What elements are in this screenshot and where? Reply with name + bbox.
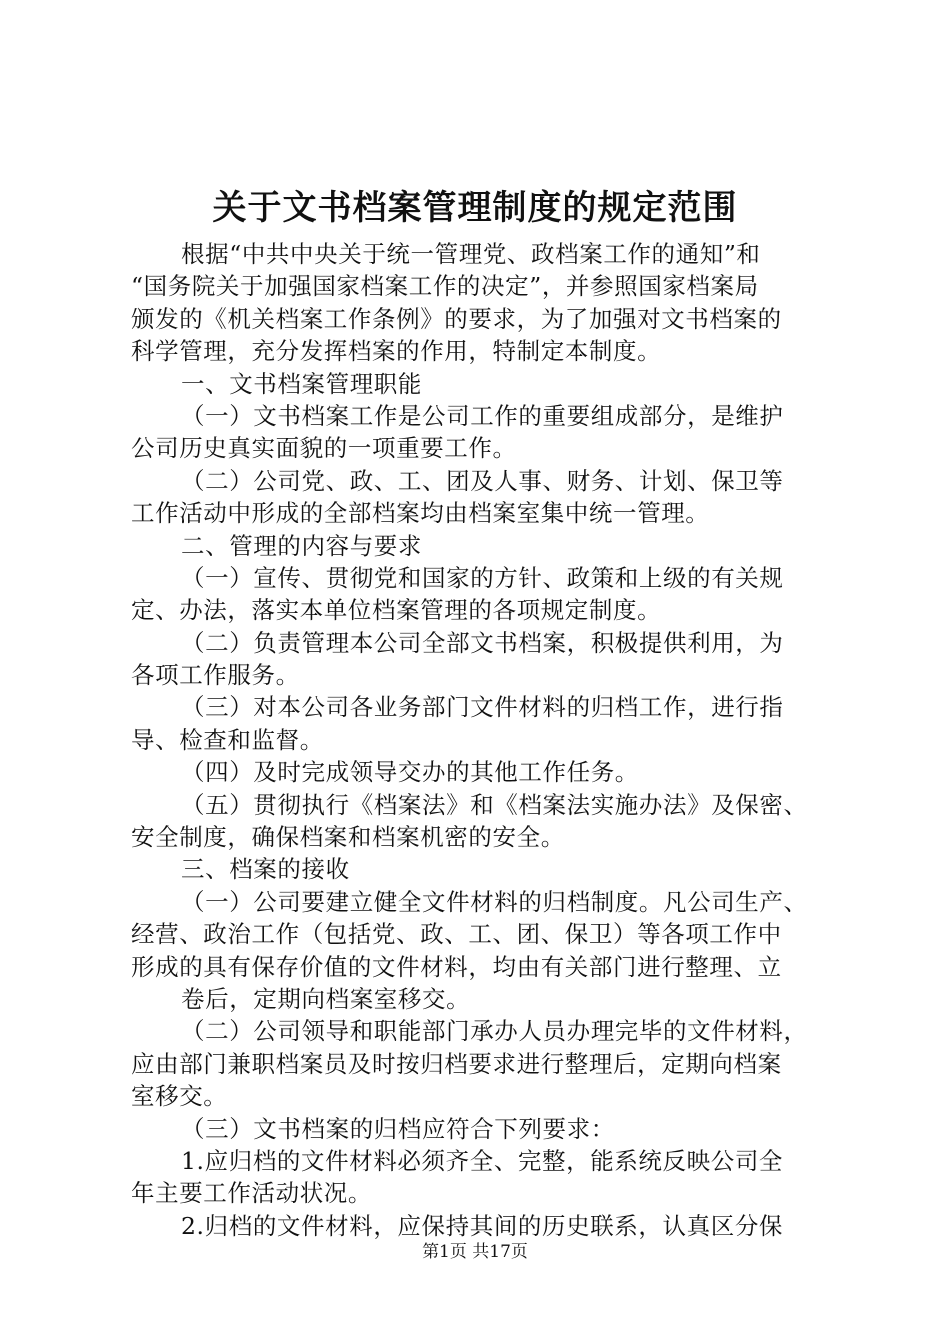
paragraph-line: （二）负责管理本公司全部文书档案，积极提供利用，为 <box>181 628 784 657</box>
paragraph-line: 科学管理，充分发挥档案的作用，特制定本制度。 <box>131 337 662 366</box>
paragraph-line: （三）文书档案的归档应符合下列要求： <box>181 1114 615 1143</box>
paragraph-line: 各项工作服务。 <box>131 661 300 690</box>
paragraph-line: 卷后，定期向档案室移交。 <box>181 984 471 1013</box>
paragraph-line: 形成的具有保存价值的文件材料，均由有关部门进行整理、立 <box>131 952 782 981</box>
section-heading: 一、文书档案管理职能 <box>181 369 422 398</box>
paragraph-line: 颁发的《机关档案工作条例》的要求，为了加强对文书档案的 <box>131 304 782 333</box>
paragraph-line: （二）公司党、政、工、团及人事、财务、计划、保卫等 <box>181 466 784 495</box>
document-body <box>131 238 831 1242</box>
paragraph-line: 工作活动中形成的全部档案均由档案室集中统一管理。 <box>131 499 710 528</box>
paragraph-line: 定、办法，落实本单位档案管理的各项规定制度。 <box>131 596 662 625</box>
section-heading: 三、档案的接收 <box>181 855 350 884</box>
paragraph-line: 经营、政治工作（包括党、政、工、团、保卫）等各项工作中 <box>131 920 782 949</box>
paragraph-line: 1.应归档的文件材料必须齐全、完整，能系统反映公司全 <box>181 1146 784 1175</box>
paragraph-line: （一）文书档案工作是公司工作的重要组成部分，是维护 <box>181 401 784 430</box>
paragraph-line: 年主要工作活动状况。 <box>131 1179 372 1208</box>
paragraph-line: 公司历史真实面貌的一项重要工作。 <box>131 434 517 463</box>
paragraph-line: 2.归档的文件材料，应保持其间的历史联系，认真区分保 <box>181 1211 784 1240</box>
section-heading: 二、管理的内容与要求 <box>181 531 422 560</box>
paragraph-line: （三）对本公司各业务部门文件材料的归档工作，进行指 <box>181 693 784 722</box>
paragraph-line: （四）及时完成领导交办的其他工作任务。 <box>181 758 639 787</box>
page-footer: 第1页 共17页 <box>422 1242 528 1262</box>
paragraph-line: 导、检查和监督。 <box>131 725 324 754</box>
paragraph-line: （一）公司要建立健全文件材料的归档制度。凡公司生产、 <box>181 887 808 916</box>
paragraph-line: 根据“中共中央关于统一管理党、政档案工作的通知”和 <box>181 240 761 268</box>
document-title: 关于文书档案管理制度的规定范围 <box>212 188 738 228</box>
paragraph-line: 室移交。 <box>131 1082 228 1111</box>
paragraph-line: “国务院关于加强国家档案工作的决定”，并参照国家档案局 <box>131 272 759 301</box>
paragraph-line: （五）贯彻执行《档案法》和《档案法实施办法》及保密、 <box>181 790 808 819</box>
paragraph-line: （二）公司领导和职能部门承办人员办理完毕的文件材料， <box>181 1017 808 1046</box>
paragraph-line: 安全制度，确保档案和档案机密的安全。 <box>131 823 565 852</box>
paragraph-line: 应由部门兼职档案员及时按归档要求进行整理后，定期向档案 <box>131 1049 782 1078</box>
paragraph-line: （一）宣传、贯彻党和国家的方针、政策和上级的有关规 <box>181 563 784 592</box>
